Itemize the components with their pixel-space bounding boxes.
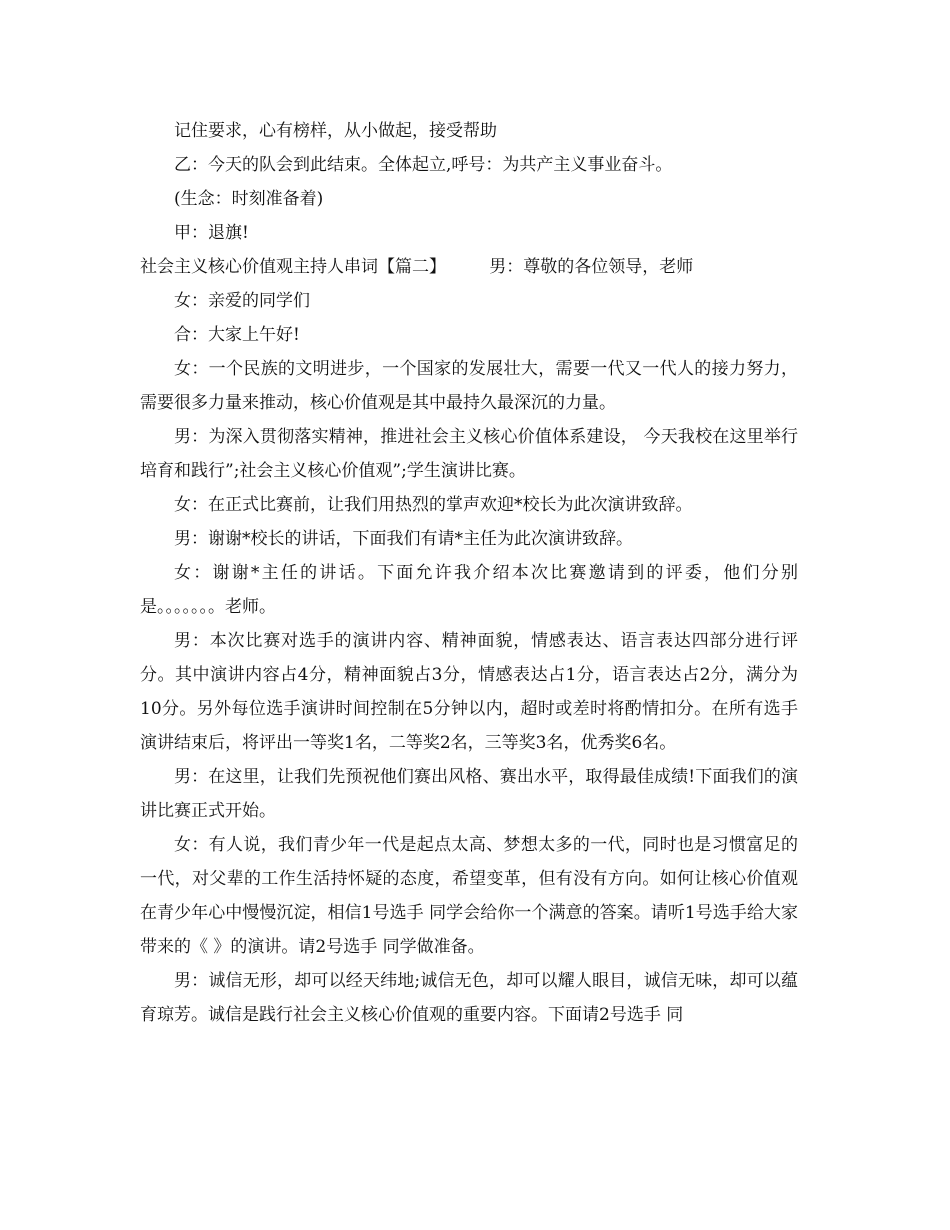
paragraph: 男：为深入贯彻落实精神，推进社会主义核心价值体系建设， 今天我校在这里举行培育和践行”;社会主义核心价值观”;学生演讲比赛。	[140, 427, 798, 481]
paragraph: 乙：今天的队会到此结束。全体起立,呼号：为共产主义事业奋斗。	[174, 155, 673, 175]
paragraph: 女：有人说，我们青少年一代是起点太高、梦想太多的一代，同时也是习惯富足的一代，对父辈的工作生活持怀疑的态度，希望变革，但有没有方向。如何让核心价值观在青少年心中慢慢沉淀，相信1号选手 同学会给你一个满意的答案。请听1号选手给大家带来的《 》的演讲。请2号选手 同学做准备。	[140, 835, 798, 957]
paragraph: 男：本次比赛对选手的演讲内容、精神面貌，情感表达、语言表达四部分进行评分。其中演讲内容占4分，精神面貌占3分，情感表达占1分，语言表达占2分，满分为10分。另外每位选手演讲时间控制在5分钟以内，超时或差时将酌情扣分。在所有选手演讲结束后，将评出一等奖1名，二等奖2名，三等奖3名，优秀奖6名。	[140, 631, 798, 753]
paragraph: (生念：时刻准备着)	[174, 189, 324, 209]
paragraph: 甲：退旗!	[174, 223, 249, 243]
paragraph: 男：诚信无形，却可以经天纬地;诚信无色，却可以耀人眼目，诚信无味，却可以蕴育琼芳。诚信是践行社会主义核心价值观的重要内容。下面请2号选手 同	[140, 971, 798, 1025]
paragraph: 女：一个民族的文明进步，一个国家的发展壮大，需要一代又一代人的接力努力，需要很多力量来推动，核心价值观是其中最持久最深沉的力量。	[140, 359, 798, 413]
paragraph: 记住要求，心有榜样，从小做起，接受帮助	[174, 121, 497, 141]
paragraph: 女：在正式比赛前，让我们用热烈的掌声欢迎*校长为此次演讲致辞。	[174, 495, 693, 515]
paragraph: 女：亲爱的同学们	[174, 291, 310, 311]
paragraph: 男：谢谢*校长的讲话，下面我们有请*主任为此次演讲致辞。	[174, 529, 633, 549]
paragraph: 男：在这里，让我们先预祝他们赛出风格、赛出水平，取得最佳成绩!下面我们的演讲比赛正式开始。	[140, 767, 798, 821]
paragraph: 女：谢谢*主任的讲话。下面允许我介绍本次比赛邀请到的评委，他们分别是。。。。。。。老师。	[140, 563, 798, 617]
section-heading-line: 社会主义核心价值观主持人串词【篇二】 男：尊敬的各位领导，老师	[140, 257, 694, 277]
paragraph: 合：大家上午好!	[174, 325, 300, 345]
